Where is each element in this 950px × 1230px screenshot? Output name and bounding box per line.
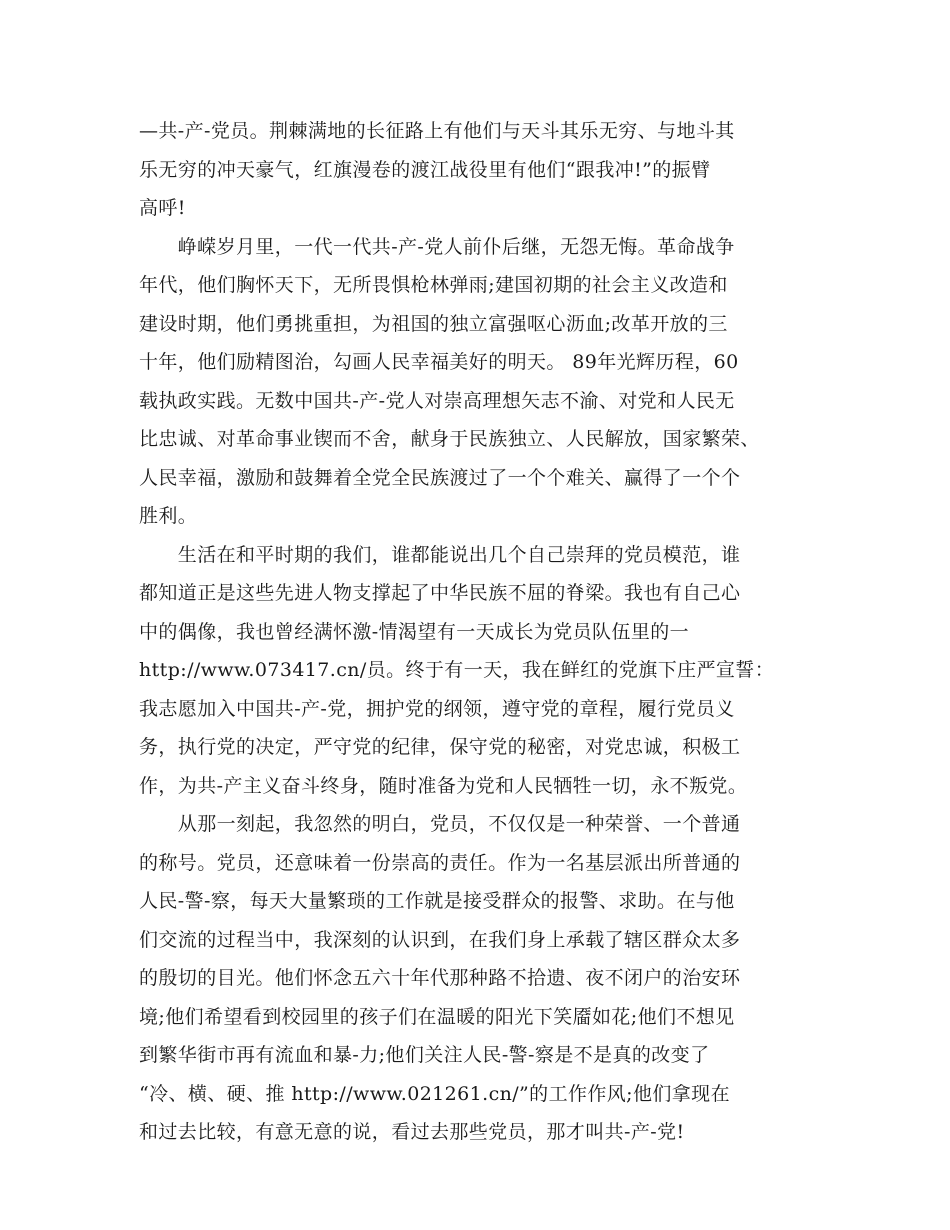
text-line: 都知道正是这些先进人物支撑起了中华民族不屈的脊梁。我也有自己心 (139, 582, 741, 604)
text-line: 的称号。党员，还意味着一份崇高的责任。作为一名基层派出所普通的 (139, 851, 741, 874)
text-line: 人民幸福，激励和鼓舞着全党全民族渡过了一个个难关、赢得了一个个 (139, 466, 741, 489)
text-line: 到繁华街市再有流血和暴-力;他们关注人民-警-察是不是真的改变了 (139, 1044, 710, 1066)
text-line: http://www.073417.cn/员。终于有一天，我在鲜红的党旗下庄严宣誓： (139, 659, 775, 681)
text-line: 境;他们希望看到校园里的孩子们在温暖的阳光下笑靥如花;他们不想见 (139, 1005, 735, 1028)
text-line: 比忠诚、对革命事业锲而不舍，献身于民族独立、人民解放，国家繁荣、 (139, 428, 760, 450)
text-line: 十年，他们励精图治，勾画人民幸福美好的明天。 89年光辉历程，60 (139, 351, 739, 373)
text-line: 和过去比较，有意无意的说，看过去那些党员，那才叫共-产-党! (139, 1121, 685, 1143)
text-line: 务，执行党的决定，严守党的纪律，保守党的秘密，对党忠诚，积极工 (139, 736, 741, 758)
text-line: 们交流的过程当中，我深刻的认识到，在我们身上承载了辖区群众太多 (139, 928, 741, 951)
text-line: 我志愿加入中国共-产-党，拥护党的纲领，遵守党的章程，履行党员义 (139, 697, 735, 720)
text-line: 载执政实践。无数中国共-产-党人对崇高理想矢志不渝、对党和人民无 (139, 389, 735, 412)
text-line: —共-产-党员。荆棘满地的长征路上有他们与天斗其乐无穷、与地斗其 (139, 120, 735, 142)
text-line: “冷、横、硬、推 http://www.021261.cn/”的工作作风;他们拿现在 (139, 1082, 730, 1105)
text-line: 胜利。 (139, 505, 198, 527)
text-line: 乐无穷的冲天豪气，红旗漫卷的渡江战役里有他们“跟我冲!”的振臂 (139, 158, 711, 181)
text-line: 作，为共-产主义奋斗终身，随时准备为党和人民牺牲一切，永不叛党。 (139, 774, 748, 797)
text-line: 建设时期，他们勇挑重担，为祖国的独立富强呕心沥血;改革开放的三 (139, 312, 728, 335)
text-line: 高呼! (139, 197, 186, 219)
text-line: 中的偶像，我也曾经满怀激-情渴望有一天成长为党员队伍里的一 (139, 620, 690, 643)
text-line: 从那一刻起，我忽然的明白，党员，不仅仅是一种荣誉、一个普通 (139, 813, 741, 835)
text-line: 生活在和平时期的我们，谁都能说出几个自己崇拜的党员模范，谁 (139, 543, 741, 566)
text-line: 的殷切的目光。他们怀念五六十年代那种路不拾遗、夜不闭户的治安环 (139, 967, 741, 989)
body-text (139, 112, 829, 1152)
text-line: 人民-警-察，每天大量繁琐的工作就是接受群众的报警、求助。在与他 (139, 890, 735, 912)
text-line: 年代，他们胸怀天下，无所畏惧枪林弹雨;建国初期的社会主义改造和 (139, 274, 728, 296)
text-line: 峥嵘岁月里，一代一代共-产-党人前仆后继，无怨无悔。革命战争 (139, 235, 735, 258)
